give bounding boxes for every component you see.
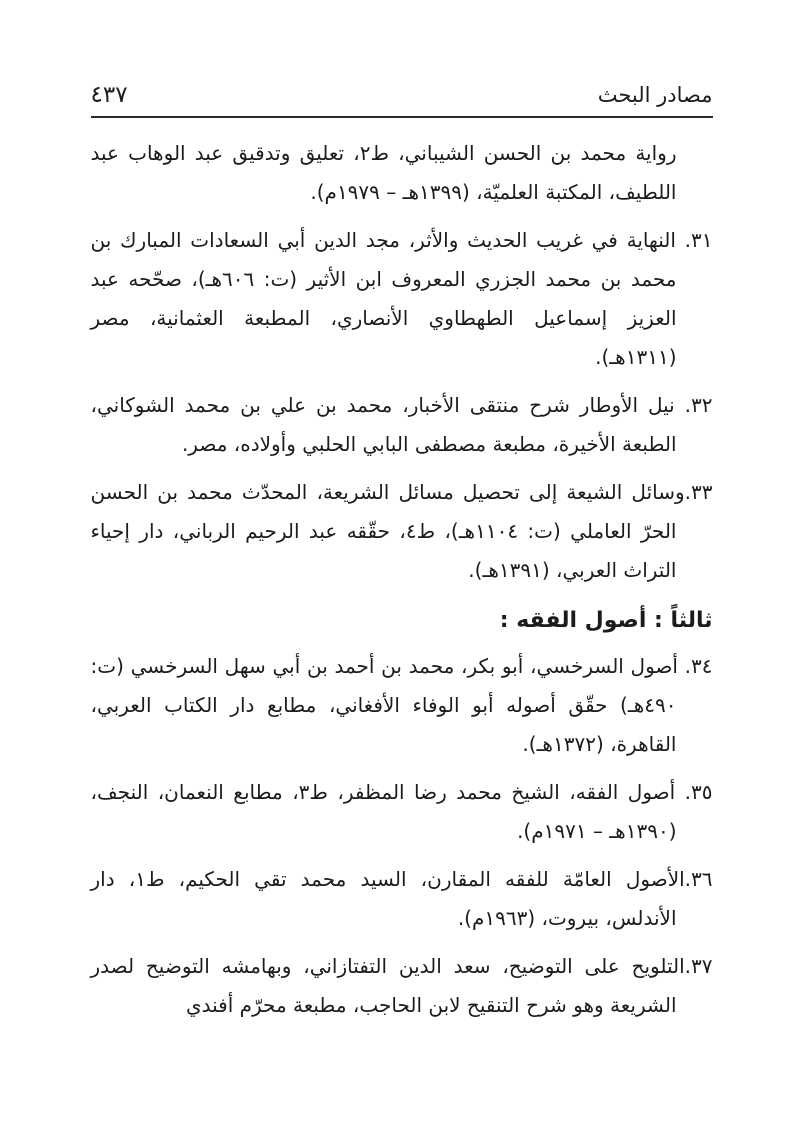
entry-text: النهاية في غريب الحديث والأثر، مجد الدين أبي السعادات المبارك بن محمد بن محمد الجزري المعروف ابن الأثير (ت: ٦٠٦هـ)، صحّحه عبد العزيز إسماعيل الطهطاوي الأنصاري، المطبعة العثمانية، مصر (١٣١١هـ). xyxy=(90,228,677,369)
entry-number: ٣١. xyxy=(675,228,713,252)
entry-number: ٣٥. xyxy=(675,780,713,804)
entry-number: ٣٢. xyxy=(674,393,713,417)
usul-entries-list xyxy=(91,647,713,1025)
entry-text: نيل الأوطار شرح منتقى الأخبار، محمد بن علي بن محمد الشوكاني، الطبعة الأخيرة، مطبعة مصطفى البابي الحلبي وأولاده، مصر. xyxy=(90,393,677,456)
entry-text: أصول السرخسي، أبو بكر، محمد بن أحمد بن أبي سهل السرخسي (ت: ٤٩٠هـ) حقّق أصوله أبو الوفاء الأفغاني، مطابع دار الكتاب العربي، القاهرة، (١٣٧٢هـ). xyxy=(90,654,678,756)
entry-number: ٣٣. xyxy=(684,480,713,504)
bibliography-body xyxy=(91,118,713,1025)
bibliography-entry xyxy=(91,386,713,464)
bibliography-entry xyxy=(91,473,713,590)
entry-text: التلويح على التوضيح، سعد الدين التفتازاني، وبهامشه التوضيح لصدر الشريعة وهو شرح التنقيح لابن الحاجب، مطبعة محرّم أفندي xyxy=(90,954,685,1017)
section-heading-usul-alfiqh: ثالثاً : أصول الفقه : xyxy=(499,608,713,633)
page-number: ٤٣٧ xyxy=(90,82,128,108)
entry-text: الأصول العامّة للفقه المقارن، السيد محمد تقي الحكيم، ط١، دار الأندلس، بيروت، (١٩٦٣م). xyxy=(90,867,685,930)
entry-text: وسائل الشيعة إلى تحصيل مسائل الشريعة، المحدّث محمد بن الحسن الحرّ العاملي (ت: ١١٠٤هـ)، ط٤، حقّقه عبد الرحيم الرباني، دار إحياء التراث العربي، (١٣٩١هـ). xyxy=(90,480,685,582)
entry-number: ٣٧. xyxy=(684,954,713,978)
bibliography-entry xyxy=(91,860,713,938)
page-header xyxy=(91,0,713,108)
bibliography-entry xyxy=(91,773,713,851)
bibliography-entry-continuation: رواية محمد بن الحسن الشيباني، ط٢، تعليق وتدقيق عبد الوهاب عبد اللطيف، المكتبة العلميّة، (١٣٩٩هـ – ١٩٧٩م). xyxy=(90,141,677,204)
bibliography-entry xyxy=(91,647,713,764)
bibliography-entry xyxy=(91,221,713,377)
entry-number: ٣٤. xyxy=(677,654,713,678)
entry-text: أصول الفقه، الشيخ محمد رضا المظفر، ط٣، مطابع النعمان، النجف، (١٣٩٠هـ – ١٩٧١م). xyxy=(90,780,677,843)
running-head-title: مصادر البحث xyxy=(597,83,713,107)
entry-number: ٣٦. xyxy=(684,867,713,891)
bibliography-entry xyxy=(91,947,713,1025)
hadith-entries-list xyxy=(91,221,713,590)
page-content xyxy=(91,0,713,1025)
